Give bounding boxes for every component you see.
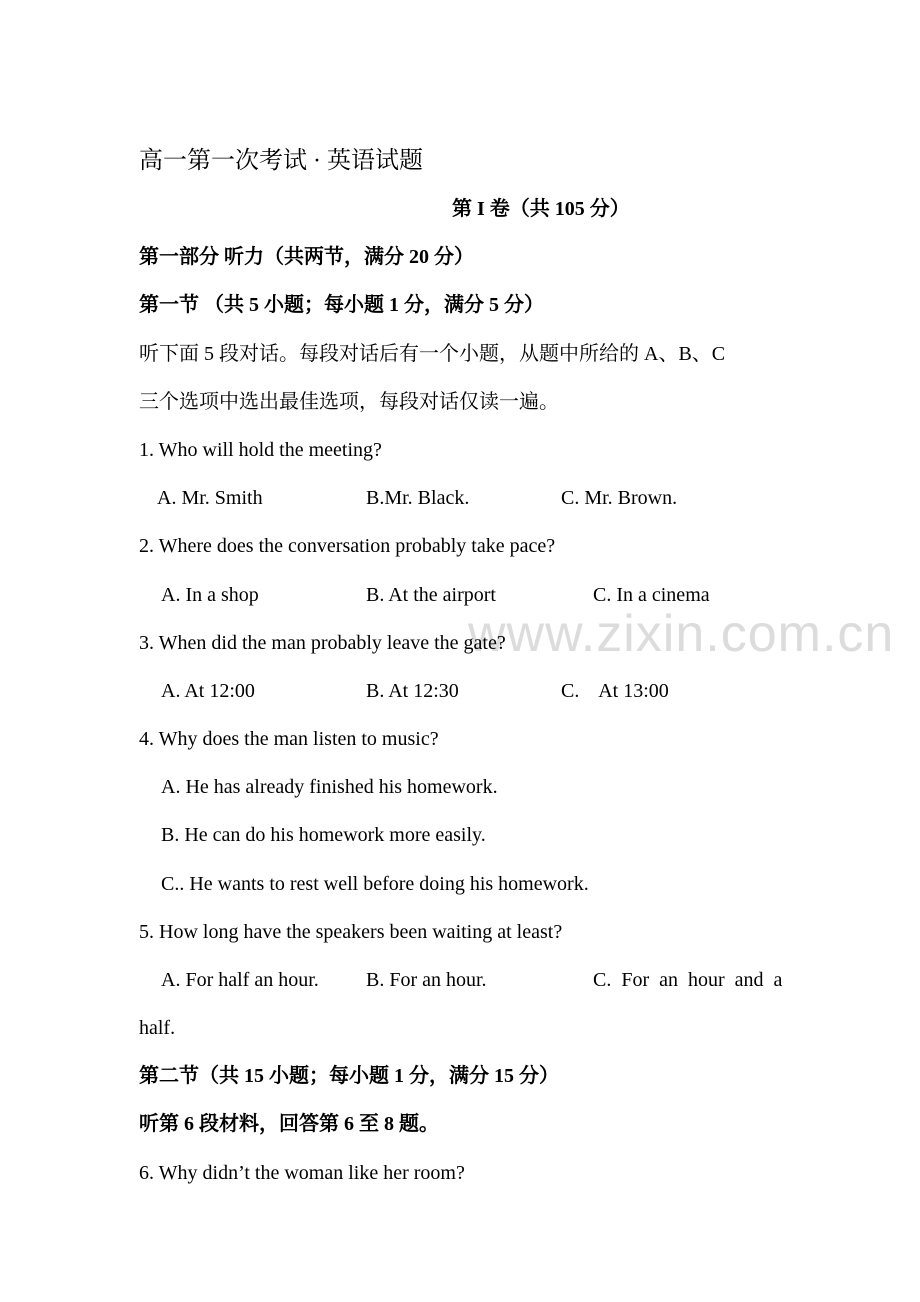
section2-heading: 第二节（共 15 小题；每小题 1 分，满分 15 分） bbox=[139, 1065, 559, 1087]
question-1-option-c: C. Mr. Brown. bbox=[561, 487, 678, 509]
question-3-stem: 3. When did the man probably leave the gate? bbox=[139, 632, 506, 654]
question-5-option-a: A. For half an hour. bbox=[161, 969, 319, 991]
part-heading: 第一部分 听力（共两节，满分 20 分） bbox=[139, 246, 474, 268]
question-2-option-b: B. At the airport bbox=[366, 584, 496, 606]
section2-instruction: 听第 6 段材料，回答第 6 至 8 题。 bbox=[139, 1113, 439, 1135]
question-4-stem: 4. Why does the man listen to music? bbox=[139, 728, 439, 750]
question-5-option-c-continued: half. bbox=[139, 1017, 176, 1039]
watermark: www.zixin.com.cn bbox=[468, 605, 895, 663]
question-4-option-a: A. He has already finished his homework. bbox=[161, 776, 498, 798]
question-2-stem: 2. Where does the conversation probably take pace? bbox=[139, 535, 556, 557]
question-3-option-a: A. At 12:00 bbox=[161, 680, 255, 702]
question-1-stem: 1. Who will hold the meeting? bbox=[139, 439, 382, 461]
question-3-option-c: C. At 13:00 bbox=[561, 680, 669, 702]
question-1-option-a: A. Mr. Smith bbox=[157, 487, 263, 509]
section1-heading: 第一节 （共 5 小题；每小题 1 分，满分 5 分） bbox=[139, 294, 544, 316]
question-5-stem: 5. How long have the speakers been waiting at least? bbox=[139, 921, 563, 943]
question-4-option-c: C.. He wants to rest well before doing his homework. bbox=[161, 873, 589, 895]
question-6-stem: 6. Why didn’t the woman like her room? bbox=[139, 1162, 465, 1184]
section1-instruction-line2: 三个选项中选出最佳选项，每段对话仅读一遍。 bbox=[139, 391, 559, 413]
question-5-option-c: C. For an hour and a bbox=[593, 969, 783, 991]
question-4-option-b: B. He can do his homework more easily. bbox=[161, 824, 486, 846]
question-1-option-b: B.Mr. Black. bbox=[366, 487, 470, 509]
volume-heading: 第 I 卷（共 105 分） bbox=[452, 198, 630, 220]
exam-title: 高一第一次考试 · 英语试题 bbox=[139, 148, 423, 174]
question-2-option-a: A. In a shop bbox=[161, 584, 259, 606]
question-2-option-c: C. In a cinema bbox=[593, 584, 710, 606]
question-5-option-b: B. For an hour. bbox=[366, 969, 487, 991]
question-3-option-b: B. At 12:30 bbox=[366, 680, 459, 702]
section1-instruction-line1: 听下面 5 段对话。每段对话后有一个小题，从题中所给的 A、B、C bbox=[139, 343, 726, 365]
